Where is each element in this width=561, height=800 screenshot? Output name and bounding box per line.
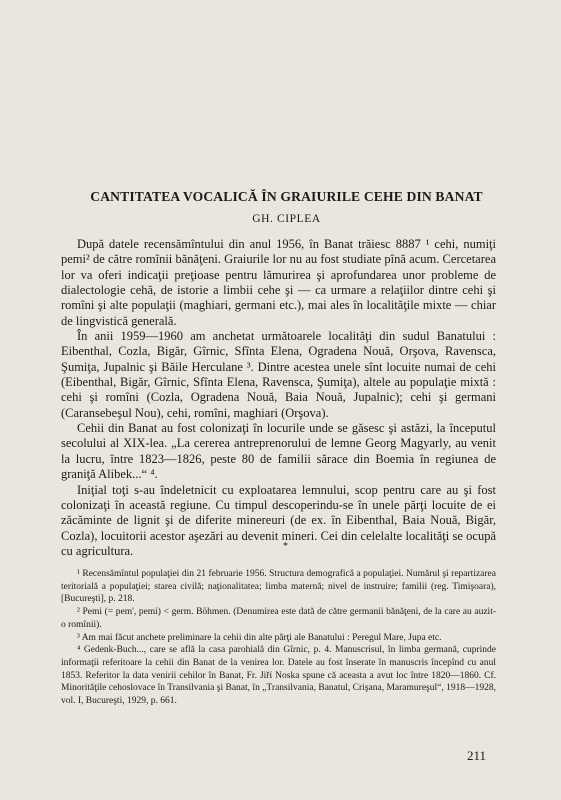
footnote: ² Pemi (= pem', pemi) < germ. Böhmen. (Denumirea este dată de către germanii bănăţeni, de la care au auzit-o romînii).	[61, 607, 496, 630]
body-paragraph: Cehii din Banat au fost colonizaţi în locurile unde se găsesc şi astăzi, la începutul secolului al XIX-lea. „La cererea antreprenorului de lemne Georg Magyarly, au venit la lucru, între 1823—1826, peste 80 de familii sărace din Boemia în regiunea de graniţă Alibek...“ ⁴.	[61, 421, 496, 482]
body-paragraph: Iniţial toţi s-au îndeletnicit cu exploatarea lemnului, scop pentru care au şi fost colonizaţi în această regiune. Cu timpul descoperindu-se în unele părţi locuite de ei zăcăminte de lignit şi de diferite minereuri (de ex. în Eibenthal, Baia Nouă, Bigăr, Cozla), locuitorii acestor aşezări au devenit mineri. Cei din celelalte localităţi se ocupă cu agricultura.	[61, 482, 496, 558]
article-author: GH. CIPLEA	[252, 213, 321, 225]
footnote: ¹ Recensămîntul populaţiei din 21 februarie 1956. Structura demografică a populaţiei. Numărul şi repartizarea teritorială a populaţiei; starea civilă; naţionalitatea; limba maternă; nivel de instruire; familii (reg. Timişoara), [Bucureşti], p. 218.	[61, 569, 496, 605]
footnote: ³ Am mai făcut anchete preliminare la cehii din alte părţi ale Banatului : Peregul Mare, Jupa etc.	[77, 632, 442, 643]
article-title: CANTITATEA VOCALICĂ ÎN GRAIURILE CEHE DIN BANAT	[90, 189, 483, 204]
body-paragraph: În anii 1959—1960 am anchetat următoarele localităţi din sudul Banatului : Eibenthal, Cozla, Bigăr, Gîrnic, Sfînta Elena, Ogradena Nouă, Orşova, Ravensca, Şumiţa, Jupalnic şi Băile Herculane ³. Dintre acestea unele sînt locuite numai de cehi (Eibenthal, Bigăr, Gîrnic, Sfînta Elena, Ravensca, Şumiţa), altele au populaţie mixtă : cehi şi romîni (Cozla, Ogradena Nouă, Baia Nouă, Jupalnic); cehi şi germani (Caransebeşul Nou), cehi, romîni, maghiari (Orşova).	[61, 329, 496, 420]
footnote: ⁴ Gedenk-Buch..., care se află la casa parohială din Gîrnic, p. 4. Manuscrisul, în limba germană, cuprinde informaţii referitoare la cehii din Banat de la venirea lor. Datele au fost înserate în manuscris începînd cu anul 1853. Referitor la data venirii cehilor în Banat, Fr. Jiří Noska spune că aceasta a avut loc între 1820—1860. Cf. Minorităţile cehoslovace în Transilvania şi Banat, în „Transilvania, Banatul, Crişana, Maramureşul“, 1918—1928, vol. I, Bucureşti, 1929, p. 661.	[61, 645, 496, 707]
footnotes	[61, 568, 496, 708]
article-body	[61, 237, 496, 559]
page-number: 211	[467, 748, 487, 763]
section-separator: *	[283, 541, 288, 552]
body-paragraph: După datele recensămîntului din anul 1956, în Banat trăiesc 8887 ¹ cehi, numiţi pemi² de către romînii bănăţeni. Graiurile lor nu au fost studiate pînă acum. Cercetarea lor va oferi indicaţii preţioase pentru lămurirea şi aprofundarea unor probleme de dialectologie cehă, de istorie a limbii cehe şi — ca urmare a relaţiilor dintre cehi şi romîni şi alte populaţii (maghiari, germani etc.), mai ales în localităţile mixte — chiar de lingvistică generală.	[61, 237, 496, 328]
